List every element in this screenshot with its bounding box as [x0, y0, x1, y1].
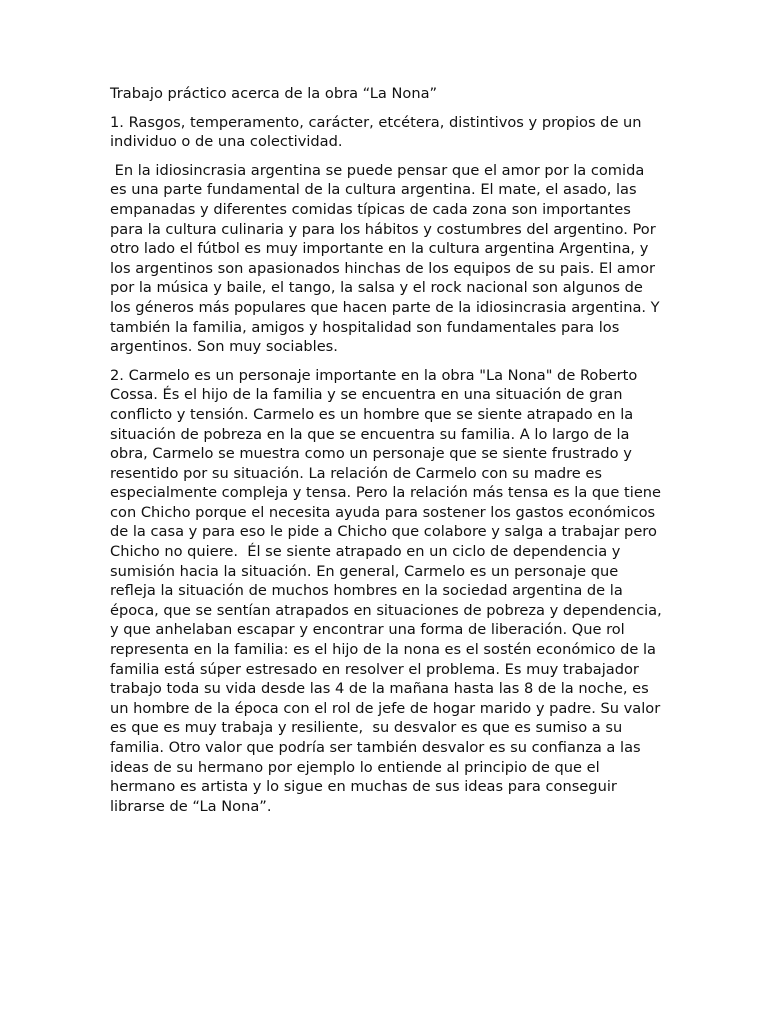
document-page — [110, 84, 667, 825]
document-title: Trabajo práctico acerca de la obra “La Nona” — [110, 85, 438, 102]
answer-2-paragraph: 2. Carmelo es un personaje importante en la obra "La Nona" de Roberto Cossa. És el hijo de la familia y se encuentra en una situación de gran conflicto y tensión. Carmelo es un hombre que se siente atrapado en la situación de pobreza en la que se encuentra su familia. A lo largo de la obra, Carmelo se muestra como un personaje que se siente frustrado y resentido por su situación. La relación de Carmelo con su madre es especialmente compleja y tensa. Pero la relación más tensa es la que tiene con Chicho porque el necesita ayuda para sostener los gastos económicos de la casa y para eso le pide a Chicho que colabore y salga a trabajar pero Chicho no quiere. Él se siente atrapado en un ciclo de dependencia y sumisión hacia la situación. En general, Carmelo es un personaje que refleja la situación de muchos hombres en la sociedad argentina de la época, que se sentían atrapados en situaciones de pobreza y dependencia, y que anhelaban escapar y encontrar una forma de liberación. Que rol representa en la familia: es el hijo de la nona es el sostén económico de la familia está súper estresado en resolver el problema. Es muy trabajador trabajo toda su vida desde las 4 de la mañana hasta las 8 de la noche, es un hombre de la época con el rol de jefe de hogar marido y padre. Su valor es que es muy trabaja y resiliente, su desvalor es que es sumiso a su familia. Otro valor que podría ser también desvalor es su confianza a las ideas de su hermano por ejemplo lo entiende al principio de que el hermano es artista y lo sigue en muchas de sus ideas para conseguir librarse de “La Nona”. — [110, 366, 667, 815]
answer-1-paragraph: En la idiosincrasia argentina se puede pensar que el amor por la comida es una parte fundamental de la cultura argentina. El mate, el asado, las empanadas y diferentes comidas típicas de cada zona son importantes para la cultura culinaria y para los hábitos y costumbres del argentino. Por otro lado el fútbol es muy importante en la cultura argentina Argentina, y los argentinos son apasionados hinchas de los equipos de su pais. El amor por la música y baile, el tango, la salsa y el rock nacional son algunos de los géneros más populares que hacen parte de la idiosincrasia argentina. Y también la familia, amigos y hospitalidad son fundamentales para los argentinos. Son muy sociables. — [110, 161, 665, 356]
question-1: 1. Rasgos, temperamento, carácter, etcétera, distintivos y propios de un individuo o de una colectividad. — [110, 113, 642, 151]
